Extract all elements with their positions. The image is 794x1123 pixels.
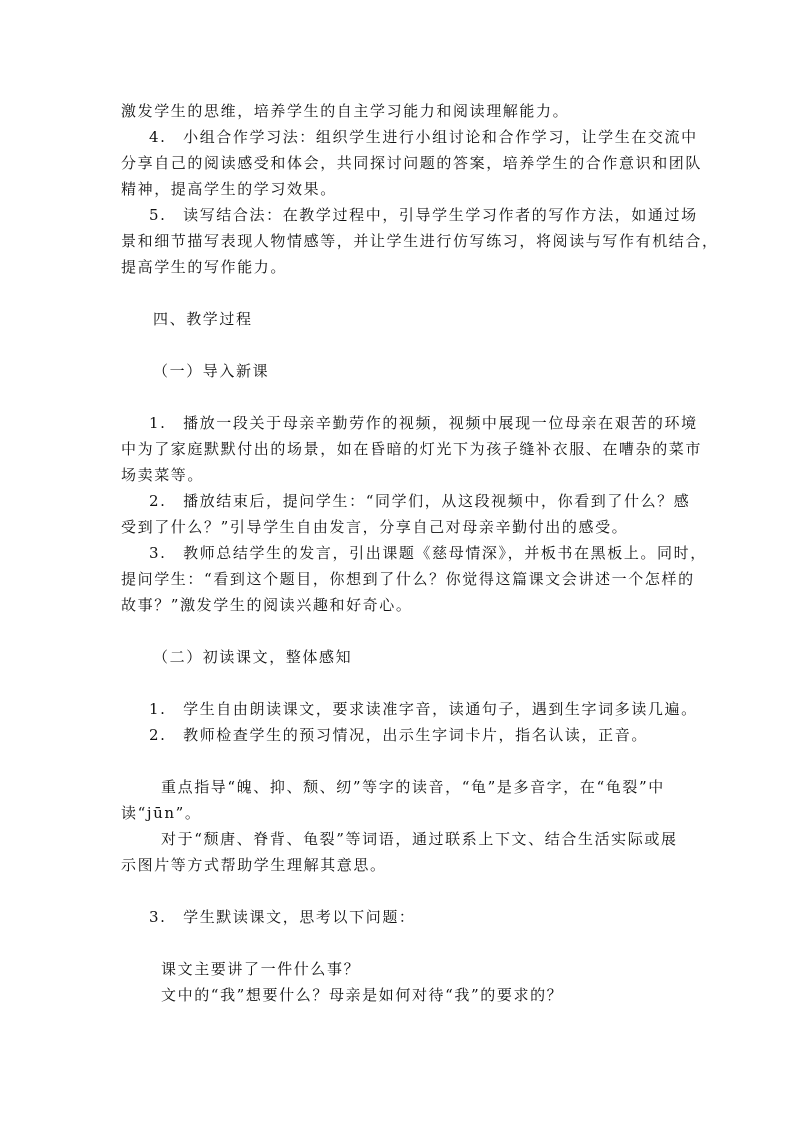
vocabulary-note	[121, 826, 678, 878]
text-line: 2. 播放结束后，提问学生：“同学们，从这段视频中，你看到了什么？感	[149, 492, 691, 510]
text-line: 受到了什么？”引导学生自由发言，分享自己对母亲辛勤付出的感受。	[121, 518, 629, 536]
text-line: 对于“颓唐、脊背、龟裂”等词语，通过联系上下文、结合生活实际或展	[161, 830, 678, 848]
text-line: 精神，提高学生的学习效果。	[121, 180, 337, 198]
text-line: 提问学生：“看到这个题目，你想到了什么？你觉得这篇课文会讲述一个怎样的	[121, 570, 695, 588]
reading-item-2: 2. 教师检查学生的预习情况，出示生字词卡片，指名认读，正音。	[149, 726, 648, 744]
subsection-heading-intro: （一）导入新课	[153, 362, 270, 380]
paragraph-continuation	[121, 98, 569, 124]
pronunciation-note	[121, 774, 665, 826]
question-2: 文中的“我”想要什么？母亲是如何对待“我”的要求的？	[161, 986, 564, 1004]
question-1: 课文主要讲了一件什么事？	[161, 960, 361, 978]
text-line: 提高学生的写作能力。	[121, 258, 288, 276]
subsection-heading-first-reading: （二）初读课文，整体感知	[153, 648, 353, 666]
text-line: 分享自己的阅读感受和体会，共同探讨问题的答案，培养学生的合作意识和团队	[121, 154, 703, 172]
reading-item-3: 3. 学生默读课文，思考以下问题：	[149, 908, 416, 926]
text-line: 3. 教师总结学生的发言，引出课题《慈母情深》，并板书在黑板上。同时，	[149, 544, 707, 562]
text-line: 重点指导“魄、抑、颓、纫”等字的读音，“龟”是多音字，在“龟裂”中	[161, 778, 665, 796]
text-line: 1. 播放一段关于母亲辛勤劳作的视频，视频中展现一位母亲在艰苦的环境	[149, 414, 698, 432]
reading-item-1: 1. 学生自由朗读课文，要求读准字音，读通句子，遇到生字词多读几遍。	[149, 700, 698, 718]
intro-item-1	[121, 410, 702, 488]
text-line: 读“jūn”。	[121, 804, 202, 822]
text-line: 中为了家庭默默付出的场景，如在昏暗的灯光下为孩子缝补衣服、在嘈杂的菜市	[121, 440, 703, 458]
intro-item-2	[121, 488, 690, 540]
paragraph-group-cooperation	[121, 124, 702, 202]
text-line: 景和细节描写表现人物情感等，并让学生进行仿写练习，将阅读与写作有机结合，	[121, 232, 719, 250]
paragraph-reading-writing	[121, 202, 719, 280]
section-heading-teaching-process: 四、教学过程	[153, 310, 253, 328]
text-line: 激发学生的思维，培养学生的自主学习能力和阅读理解能力。	[121, 102, 570, 120]
text-line: 示图片等方式帮助学生理解其意思。	[121, 856, 387, 874]
text-line: 场卖菜等。	[121, 466, 205, 484]
text-line: 故事？”激发学生的阅读兴趣和好奇心。	[121, 596, 413, 614]
text-line: 4. 小组合作学习法：组织学生进行小组讨论和合作学习，让学生在交流中	[149, 128, 698, 146]
text-line: 5. 读写结合法：在教学过程中，引导学生学习作者的写作方法，如通过场	[149, 206, 698, 224]
intro-item-3	[121, 540, 707, 618]
